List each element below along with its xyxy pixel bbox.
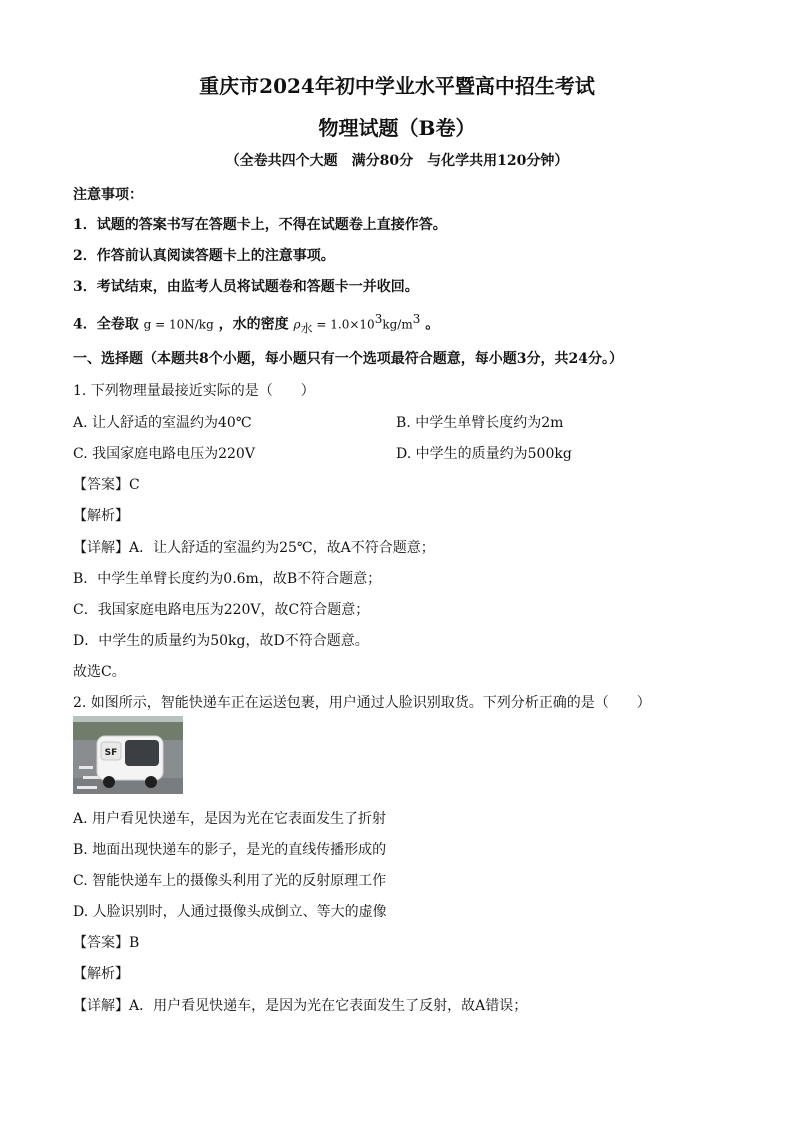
exam-subtitle: 物理试题（B卷） <box>318 116 476 140</box>
q1-option-d: D. 中学生的质量约为500kg <box>396 446 572 462</box>
q1-detail-1-text: A．让人舒适的室温约为25℃，故A不符合题意； <box>129 540 435 556</box>
delivery-vehicle-photo <box>73 716 183 794</box>
density-subscript: 水 <box>300 321 313 336</box>
q1-detail-2: B．中学生单臂长度约为0.6m，故B不符合题意； <box>73 571 382 587</box>
q1-analysis-label: 【解析】 <box>73 508 129 524</box>
q2-detail-1-text: A．用户看见快递车，是因为光在它表面发生了反射，故A错误； <box>129 998 528 1014</box>
q1-detail-1 <box>73 537 435 557</box>
q1-answer-value: C <box>129 477 140 493</box>
q2-stem: 2. 如图所示，智能快递车正在运送包裹，用户通过人脸识别取货。下列分析正确的是（ ） <box>73 695 651 711</box>
q2-analysis-label: 【解析】 <box>73 966 129 982</box>
density-unit: kg/m <box>382 317 413 332</box>
notice-item-3: 3．考试结束，由监考人员将试题卷和答题卡一并收回。 <box>73 279 419 295</box>
q1-detail-4: D．中学生的质量约为50kg，故D不符合题意。 <box>73 633 369 649</box>
q2-answer <box>73 932 139 952</box>
q2-option-a: A. 用户看见快递车，是因为光在它表面发生了折射 <box>73 811 387 827</box>
q1-detail-label: 【详解】 <box>73 540 129 556</box>
q1-option-c: C. 我国家庭电路电压为220V <box>73 446 255 462</box>
notice-item-4-prefix: 4．全卷取 <box>73 316 139 333</box>
q1-answer <box>73 474 140 494</box>
q2-option-d: D. 人脸识别时，人通过摄像头成倒立、等大的虚像 <box>73 904 387 920</box>
delivery-vehicle-illustration <box>73 716 183 794</box>
q1-answer-label: 【答案】 <box>73 477 129 493</box>
notice-item-4 <box>73 312 439 336</box>
q2-answer-label: 【答案】 <box>73 935 129 951</box>
notice-item-4-end: 。 <box>425 316 440 333</box>
q1-stem: 1. 下列物理量最接近实际的是（ ） <box>73 383 315 399</box>
q2-detail-1 <box>73 995 527 1015</box>
density-unit-exponent: 3 <box>412 312 421 326</box>
q1-detail-3: C．我国家庭电路电压为220V，故C符合题意； <box>73 602 370 618</box>
exam-info: （全卷共四个大题 满分80分 与化学共用120分钟） <box>225 153 569 169</box>
density-value: = 1.0×10 <box>312 317 375 332</box>
notice-heading: 注意事项： <box>73 187 143 203</box>
gravity-formula: g = 10N/kg <box>143 317 214 332</box>
q2-option-c: C. 智能快递车上的摄像头利用了光的反射原理工作 <box>73 873 387 889</box>
exam-title: 重庆市2024年初中学业水平暨高中招生考试 <box>199 74 595 98</box>
notice-item-1: 1．试题的答案书写在答题卡上，不得在试题卷上直接作答。 <box>73 217 447 233</box>
sf-logo: SF <box>104 748 118 758</box>
q2-option-b: B. 地面出现快递车的影子，是光的直线传播形成的 <box>73 842 387 858</box>
q1-conclusion: 故选C。 <box>73 664 126 680</box>
q2-answer-value: B <box>129 935 140 951</box>
notice-item-2: 2．作答前认真阅读答题卡上的注意事项。 <box>73 248 335 264</box>
notice-item-4-mid: ，水的密度 <box>218 316 289 333</box>
density-symbol: ρ <box>293 317 301 332</box>
q1-option-a: A. 让人舒适的室温约为40℃ <box>73 415 252 431</box>
density-exponent: 3 <box>374 312 383 326</box>
q1-option-b: B. 中学生单臂长度约为2m <box>396 415 564 431</box>
q2-detail-label: 【详解】 <box>73 998 129 1014</box>
section-1-heading: 一、选择题（本题共8个小题，每小题只有一个选项最符合题意，每小题3分，共24分。） <box>73 351 623 367</box>
